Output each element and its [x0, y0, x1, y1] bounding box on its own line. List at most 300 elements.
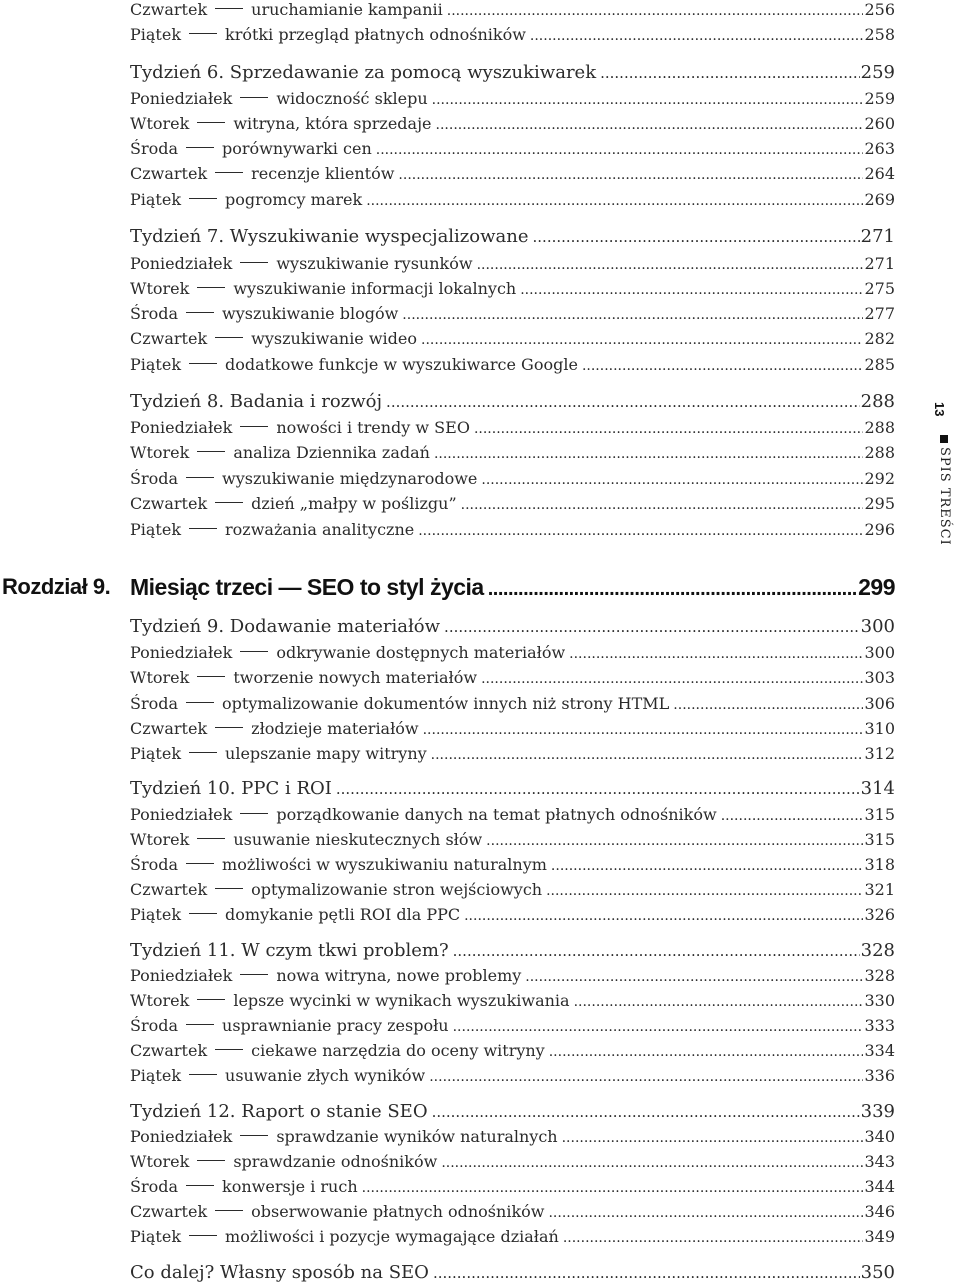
entry-text	[130, 139, 372, 158]
entry-title: Tydzień 10. PPC i ROI	[130, 778, 332, 799]
entry-text	[130, 830, 482, 849]
entry-page-number: 334	[864, 1041, 895, 1060]
toc-week-entry	[130, 616, 895, 637]
toc-day-entry	[130, 1177, 895, 1196]
toc-day-entry	[130, 190, 895, 209]
entry-text	[130, 114, 432, 133]
dot-leader	[464, 908, 863, 924]
toc-day-entry	[130, 694, 895, 713]
entry-day: Wtorek	[130, 668, 190, 687]
entry-title: rozważania analityczne	[225, 520, 415, 539]
entry-title: sprawdzanie odnośników	[233, 1152, 438, 1171]
toc-day-entry	[130, 719, 895, 738]
entry-page-number: 259	[860, 62, 895, 83]
entry-day: Piątek	[130, 744, 182, 763]
entry-day: Środa	[130, 855, 179, 874]
entry-title: odkrywanie dostępnych materiałów	[276, 643, 566, 662]
entry-day: Wtorek	[130, 279, 190, 298]
dot-leader	[520, 282, 863, 298]
toc-day-entry	[130, 329, 895, 348]
toc-day-entry	[130, 494, 895, 513]
entry-text	[130, 355, 578, 374]
toc-day-entry	[130, 0, 895, 19]
entry-page-number: 315	[864, 830, 895, 849]
entry-page-number: 258	[864, 25, 895, 44]
entry-text	[130, 279, 516, 298]
entry-day: Poniedziałek	[130, 1127, 233, 1146]
entry-page-number: 340	[864, 1127, 895, 1146]
em-dash	[240, 262, 268, 263]
chapter-title-line	[130, 574, 895, 601]
dot-leader	[600, 64, 860, 82]
entry-title: witryna, która sprzedaje	[233, 114, 432, 133]
dot-leader	[432, 92, 864, 108]
em-dash	[197, 1160, 225, 1161]
dot-leader	[376, 142, 864, 158]
toc-week-entry	[130, 62, 895, 83]
em-dash	[189, 1235, 217, 1236]
entry-page-number: 275	[864, 279, 895, 298]
toc-week-entry	[130, 940, 895, 961]
entry-day: Wtorek	[130, 830, 190, 849]
entry-day: Środa	[130, 1177, 179, 1196]
dot-leader	[453, 1019, 864, 1035]
entry-page-number: 288	[860, 391, 895, 412]
entry-day: Środa	[130, 1016, 179, 1035]
em-dash	[189, 33, 217, 34]
em-dash	[215, 172, 243, 173]
dot-leader	[441, 1155, 863, 1171]
entry-title: usuwanie nieskutecznych słów	[233, 830, 483, 849]
em-dash	[186, 477, 214, 478]
em-dash	[197, 838, 225, 839]
entry-page-number: 285	[864, 355, 895, 374]
entry-day: Czwartek	[130, 1041, 208, 1060]
em-dash	[186, 1185, 214, 1186]
entry-day: Czwartek	[130, 1202, 208, 1221]
entry-text	[130, 1202, 544, 1221]
entry-text	[130, 164, 394, 183]
entry-title: obserwowanie płatnych odnośników	[251, 1202, 545, 1221]
dot-leader	[574, 994, 864, 1010]
dot-leader	[423, 722, 864, 738]
dot-leader	[366, 193, 863, 209]
entry-page-number: 344	[864, 1177, 895, 1196]
entry-day: Wtorek	[130, 1152, 190, 1171]
em-dash	[197, 122, 225, 123]
entry-page-number: 336	[864, 1066, 895, 1085]
toc-day-entry	[130, 830, 895, 849]
entry-page-number: 326	[864, 905, 895, 924]
entry-title: krótki przegląd płatnych odnośników	[225, 25, 526, 44]
toc-day-entry	[130, 304, 895, 323]
toc-day-entry	[130, 1202, 895, 1221]
entry-title: wyszukiwanie wideo	[251, 329, 418, 348]
dot-leader	[481, 472, 863, 488]
toc-day-entry	[130, 1152, 895, 1171]
entry-text	[130, 520, 414, 539]
entry-title: sprawdzanie wyników naturalnych	[276, 1127, 558, 1146]
em-dash	[186, 863, 214, 864]
toc-week-entry	[130, 391, 895, 412]
entry-day: Piątek	[130, 355, 182, 374]
entry-day: Poniedziałek	[130, 418, 233, 437]
entry-text	[130, 694, 669, 713]
em-dash	[189, 528, 217, 529]
entry-text	[130, 719, 419, 738]
dot-leader	[447, 3, 864, 19]
entry-page-number: 312	[864, 744, 895, 763]
entry-text	[130, 329, 417, 348]
toc-day-entry	[130, 805, 895, 824]
entry-page-number: 318	[864, 855, 895, 874]
em-dash	[215, 888, 243, 889]
toc-day-entry	[130, 25, 895, 44]
toc-day-entry	[130, 643, 895, 662]
entry-page-number: 303	[864, 668, 895, 687]
dot-leader	[481, 671, 863, 687]
entry-page-number: 277	[864, 304, 895, 323]
dot-leader	[421, 332, 863, 348]
entry-text	[130, 254, 473, 273]
entry-title: domykanie pętli ROI dla PPC	[225, 905, 461, 924]
dot-leader	[444, 618, 860, 636]
em-dash	[189, 363, 217, 364]
entry-day: Poniedziałek	[130, 89, 233, 108]
entry-page-number: 256	[864, 0, 895, 19]
em-dash	[197, 451, 225, 452]
entry-title: wyszukiwanie rysunków	[276, 254, 473, 273]
entry-page-number: 288	[864, 443, 895, 462]
square-icon	[940, 435, 948, 443]
entry-page-number: 269	[864, 190, 895, 209]
entry-page-number: 349	[864, 1227, 895, 1246]
entry-page-number: 333	[864, 1016, 895, 1035]
entry-title: optymalizowanie dokumentów innych niż strony HTML	[222, 694, 670, 713]
entry-day: Wtorek	[130, 114, 190, 133]
entry-text	[130, 418, 470, 437]
entry-day: Środa	[130, 469, 179, 488]
entry-title: dzień „małpy w poślizgu”	[251, 494, 457, 513]
entry-day: Środa	[130, 139, 179, 158]
toc-week-entry	[130, 1101, 895, 1122]
toc-day-entry	[130, 880, 895, 899]
em-dash	[215, 1049, 243, 1050]
entry-text	[130, 966, 521, 985]
dot-leader	[525, 969, 863, 985]
entry-page-number: 271	[864, 254, 895, 273]
entry-page-number: 260	[864, 114, 895, 133]
em-dash	[189, 913, 217, 914]
entry-page-number: 300	[860, 616, 895, 637]
entry-title: wyszukiwanie blogów	[222, 304, 399, 323]
entry-day: Poniedziałek	[130, 254, 233, 273]
dot-leader	[582, 358, 864, 374]
entry-text	[130, 1152, 437, 1171]
toc-day-entry	[130, 164, 895, 183]
em-dash	[197, 999, 225, 1000]
dot-leader	[434, 446, 864, 462]
entry-title: nowości i trendy w SEO	[276, 418, 470, 437]
dot-leader	[673, 697, 863, 713]
em-dash	[215, 727, 243, 728]
entry-day: Piątek	[130, 520, 182, 539]
entry-text	[130, 443, 430, 462]
side-section-label: SPIS TREŚCI	[937, 447, 952, 546]
entry-page-number: 282	[864, 329, 895, 348]
entry-day: Piątek	[130, 1066, 182, 1085]
entry-day: Piątek	[130, 25, 182, 44]
entry-text	[130, 469, 477, 488]
dot-leader	[562, 1130, 864, 1146]
em-dash	[240, 974, 268, 975]
em-dash	[215, 8, 243, 9]
entry-text	[130, 89, 428, 108]
entry-title: Tydzień 9. Dodawanie materiałów	[130, 616, 441, 637]
dot-leader	[362, 1180, 864, 1196]
entry-title: pogromcy marek	[225, 190, 363, 209]
toc-day-entry	[130, 89, 895, 108]
entry-title: optymalizowanie stron wejściowych	[251, 880, 543, 899]
entry-title: konwersje i ruch	[222, 1177, 358, 1196]
toc-day-entry	[130, 966, 895, 985]
toc-day-entry	[130, 254, 895, 273]
entry-text	[130, 668, 477, 687]
entry-text	[130, 1016, 449, 1035]
side-tab	[925, 400, 955, 550]
em-dash	[240, 1135, 268, 1136]
entry-page-number: 292	[864, 469, 895, 488]
em-dash	[197, 287, 225, 288]
toc-day-entry	[130, 668, 895, 687]
dot-leader	[453, 942, 860, 960]
toc-day-entry	[130, 1016, 895, 1035]
entry-day: Poniedziałek	[130, 805, 233, 824]
entry-text	[130, 1127, 558, 1146]
em-dash	[215, 337, 243, 338]
entry-day: Poniedziałek	[130, 643, 233, 662]
dot-leader	[563, 1230, 864, 1246]
em-dash	[186, 1024, 214, 1025]
entry-title: Co dalej? Własny sposób na SEO	[130, 1262, 429, 1283]
entry-day: Środa	[130, 694, 179, 713]
entry-title: porządkowanie danych na temat płatnych odnośników	[276, 805, 717, 824]
dot-leader	[551, 858, 864, 874]
entry-text	[130, 304, 398, 323]
entry-page-number: 343	[864, 1152, 895, 1171]
entry-day: Czwartek	[130, 164, 208, 183]
toc-day-entry	[130, 355, 895, 374]
entry-page-number: 288	[864, 418, 895, 437]
dot-leader	[336, 780, 860, 798]
entry-day: Czwartek	[130, 880, 208, 899]
entry-title: Tydzień 7. Wyszukiwanie wyspecjalizowane	[130, 226, 529, 247]
entry-day: Czwartek	[130, 329, 208, 348]
entry-text	[130, 1066, 425, 1085]
entry-page-number: 328	[860, 940, 895, 961]
entry-page-number: 314	[860, 778, 895, 799]
dot-leader	[477, 257, 864, 273]
dot-leader	[432, 1103, 860, 1121]
dot-leader	[488, 578, 856, 601]
side-page-number: 13	[932, 402, 947, 417]
entry-page-number: 330	[864, 991, 895, 1010]
dot-leader	[461, 497, 864, 513]
toc-day-entry	[130, 855, 895, 874]
toc-day-entry	[130, 1127, 895, 1146]
entry-title: analiza Dziennika zadań	[233, 443, 430, 462]
entry-day: Wtorek	[130, 443, 190, 462]
entry-text	[130, 25, 526, 44]
entry-text	[130, 905, 460, 924]
toc-week-entry	[130, 1262, 895, 1283]
entry-page-number: 295	[864, 494, 895, 513]
toc-day-entry	[130, 1227, 895, 1246]
dot-leader	[721, 808, 864, 824]
entry-page-number: 339	[860, 1101, 895, 1122]
chapter-heading	[0, 574, 895, 604]
entry-title: usprawnianie pracy zespołu	[222, 1016, 449, 1035]
dot-leader	[474, 421, 864, 437]
entry-day: Czwartek	[130, 0, 208, 19]
entry-page-number: 310	[864, 719, 895, 738]
entry-page-number: 328	[864, 966, 895, 985]
entry-text	[130, 855, 547, 874]
em-dash	[186, 312, 214, 313]
em-dash	[189, 198, 217, 199]
toc-day-entry	[130, 991, 895, 1010]
entry-day: Czwartek	[130, 494, 208, 513]
em-dash	[189, 1074, 217, 1075]
entry-title: lepsze wycinki w wynikach wyszukiwania	[233, 991, 570, 1010]
entry-title: uruchamianie kampanii	[251, 0, 443, 19]
dot-leader	[546, 883, 863, 899]
entry-text	[130, 1177, 358, 1196]
entry-title: możliwości w wyszukiwaniu naturalnym	[222, 855, 547, 874]
em-dash	[240, 651, 268, 652]
entry-text	[130, 0, 443, 19]
entry-page-number: 321	[864, 880, 895, 899]
entry-title: widoczność sklepu	[276, 89, 428, 108]
entry-day: Piątek	[130, 190, 182, 209]
em-dash	[240, 426, 268, 427]
entry-page-number: 296	[864, 520, 895, 539]
toc-day-entry	[130, 744, 895, 763]
dot-leader	[433, 1264, 860, 1282]
toc-day-entry	[130, 279, 895, 298]
dot-leader	[436, 117, 864, 133]
entry-page-number: 315	[864, 805, 895, 824]
entry-title: Tydzień 11. W czym tkwi problem?	[130, 940, 449, 961]
em-dash	[189, 752, 217, 753]
chapter-label: Rozdział 9.	[2, 574, 111, 599]
entry-title: nowa witryna, nowe problemy	[276, 966, 522, 985]
toc-day-entry	[130, 905, 895, 924]
entry-page-number: 264	[864, 164, 895, 183]
em-dash	[240, 813, 268, 814]
toc-day-entry	[130, 469, 895, 488]
entry-day: Piątek	[130, 1227, 182, 1246]
entry-page-number: 259	[864, 89, 895, 108]
dot-leader	[530, 28, 864, 44]
entry-text	[130, 190, 362, 209]
em-dash	[215, 502, 243, 503]
entry-text	[130, 1041, 545, 1060]
entry-title: ulepszanie mapy witryny	[225, 744, 427, 763]
dot-leader	[418, 523, 863, 539]
entry-page-number: 346	[864, 1202, 895, 1221]
entry-text	[130, 1227, 559, 1246]
entry-title: tworzenie nowych materiałów	[233, 668, 478, 687]
entry-text	[130, 643, 565, 662]
entry-day: Środa	[130, 304, 179, 323]
dot-leader	[548, 1205, 863, 1221]
em-dash	[240, 97, 268, 98]
entry-title: dodatkowe funkcje w wyszukiwarce Google	[225, 355, 578, 374]
toc-day-entry	[130, 520, 895, 539]
toc-day-entry	[130, 1066, 895, 1085]
toc-week-entry	[130, 778, 895, 799]
entry-title: usuwanie złych wyników	[225, 1066, 426, 1085]
entry-day: Czwartek	[130, 719, 208, 738]
dot-leader	[386, 393, 860, 411]
entry-title: Tydzień 12. Raport o stanie SEO	[130, 1101, 428, 1122]
entry-page-number: 263	[864, 139, 895, 158]
entry-page-number: 300	[864, 643, 895, 662]
dot-leader	[398, 167, 863, 183]
toc-week-entry	[130, 226, 895, 247]
toc-day-entry	[130, 418, 895, 437]
entry-title: recenzje klientów	[251, 164, 395, 183]
toc-day-entry	[130, 1041, 895, 1060]
entry-title: Tydzień 8. Badania i rozwój	[130, 391, 383, 412]
entry-title: porównywarki cen	[222, 139, 372, 158]
entry-title: złodzieje materiałów	[251, 719, 419, 738]
em-dash	[197, 676, 225, 677]
dot-leader	[429, 1069, 863, 1085]
em-dash	[186, 702, 214, 703]
entry-page-number: 350	[860, 1262, 895, 1283]
dot-leader	[569, 646, 863, 662]
entry-title: wyszukiwanie międzynarodowe	[222, 469, 478, 488]
entry-text	[130, 991, 570, 1010]
entry-day: Wtorek	[130, 991, 190, 1010]
entry-page-number: 306	[864, 694, 895, 713]
chapter-page-number: 299	[858, 574, 895, 600]
toc-day-entry	[130, 443, 895, 462]
dot-leader	[549, 1044, 864, 1060]
chapter-title: Miesiąc trzeci — SEO to styl życia	[130, 574, 484, 600]
entry-title: możliwości i pozycje wymagające działań	[225, 1227, 559, 1246]
entry-day: Piątek	[130, 905, 182, 924]
entry-text	[130, 805, 717, 824]
dot-leader	[431, 747, 864, 763]
dot-leader	[533, 228, 860, 246]
entry-text	[130, 494, 457, 513]
entry-title: ciekawe narzędzia do oceny witryny	[251, 1041, 545, 1060]
entry-text	[130, 880, 542, 899]
entry-text	[130, 744, 427, 763]
entry-page-number: 271	[860, 226, 895, 247]
dot-leader	[402, 307, 863, 323]
entry-day: Poniedziałek	[130, 966, 233, 985]
em-dash	[186, 147, 214, 148]
entry-title: wyszukiwanie informacji lokalnych	[233, 279, 517, 298]
toc-day-entry	[130, 139, 895, 158]
toc-day-entry	[130, 114, 895, 133]
dot-leader	[486, 833, 863, 849]
entry-title: Tydzień 6. Sprzedawanie za pomocą wyszukiwarek	[130, 62, 597, 83]
